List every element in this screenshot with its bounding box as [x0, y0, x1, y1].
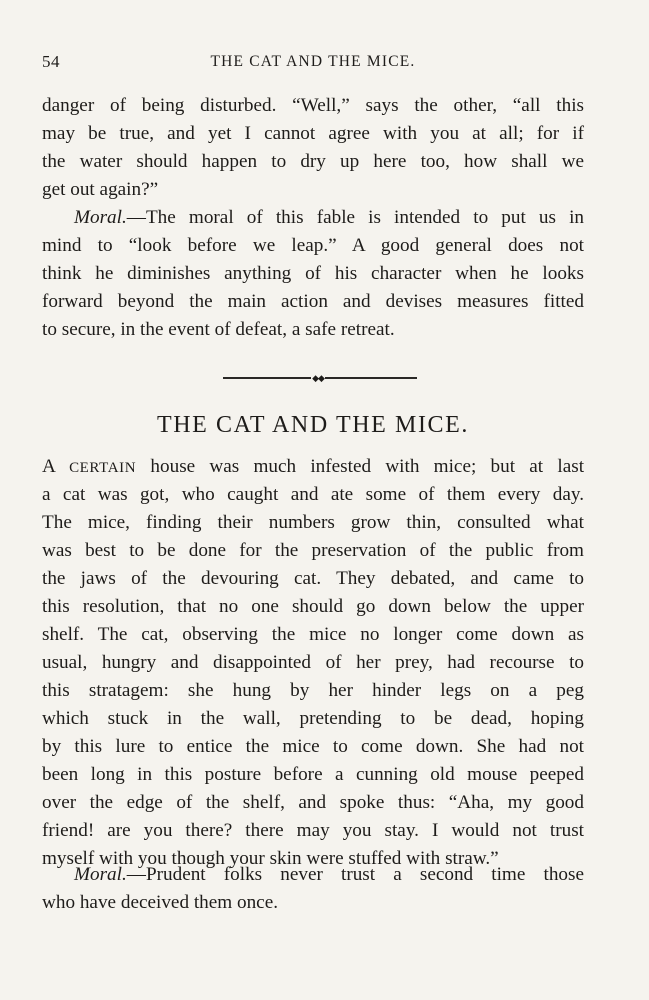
moral-label: Moral. — [74, 864, 127, 885]
text-line: over the edge of the shelf, and spoke thus: “Aha, my good — [42, 792, 584, 813]
text-line: may be true, and yet I cannot agree with you at all; for if — [42, 123, 584, 144]
text-line: think he diminishes anything of his character when he looks — [42, 263, 584, 284]
moral-first-line — [42, 204, 584, 232]
fable-body — [42, 453, 584, 873]
divider-rule-right — [325, 377, 417, 379]
text-line: myself with you though your skin were stuffed with straw.” — [42, 848, 499, 869]
text-line: friend! are you there? there may you stay. I would not trust — [42, 820, 584, 841]
diamond-ornament-icon: ◆◆ — [312, 373, 324, 383]
text-line: to secure, in the event of defeat, a safe retreat. — [42, 319, 395, 340]
moral-text: —Prudent folks never trust a second time those — [126, 864, 584, 885]
running-head — [42, 52, 584, 74]
text-line: who have deceived them once. — [42, 892, 279, 913]
text-line: mind to “look before we leap.” A good general does not — [42, 235, 584, 256]
moral-first-line — [42, 861, 584, 889]
text-line: The mice, finding their numbers grow thin, consulted what — [42, 512, 584, 533]
running-title: THE CAT AND THE MICE. — [210, 53, 416, 70]
text-line: danger of being disturbed. “Well,” says the other, “all this — [42, 95, 584, 116]
page-number: 54 — [42, 52, 60, 71]
moral-label: Moral. — [74, 207, 127, 228]
text-line: the jaws of the devouring cat. They debated, and came to — [42, 568, 584, 589]
book-page — [42, 0, 584, 1000]
text-line: usual, hungry and disappointed of her prey, had recourse to — [42, 652, 584, 673]
text-line: was best to be done for the preservation of the public from — [42, 540, 584, 561]
text-line: the water should happen to dry up here too, how shall we — [42, 151, 584, 172]
opening-initial: A — [42, 456, 55, 477]
fable-title: THE CAT AND THE MICE. — [156, 412, 470, 438]
text-line: this resolution, that no one should go down below the upper — [42, 596, 584, 617]
section-divider — [223, 371, 417, 385]
text-line: forward beyond the main action and devises measures fitted — [42, 291, 584, 312]
text-line: which stuck in the wall, pretending to be dead, hoping — [42, 708, 584, 729]
moral-text: —The moral of this fable is intended to put us in — [126, 207, 584, 228]
text-line: shelf. The cat, observing the mice no longer come down as — [42, 624, 584, 645]
text-line: by this lure to entice the mice to come down. She had not — [42, 736, 584, 757]
opening-smallcaps: CERTAIN — [69, 460, 137, 476]
text-line: this stratagem: she hung by her hinder legs on a peg — [42, 680, 584, 701]
text-line: get out again?” — [42, 179, 159, 200]
first-line-rest: house was much infested with mice; but at last — [150, 456, 585, 477]
text-line: been long in this posture before a cunning old mouse peeped — [42, 764, 584, 785]
fable-moral — [42, 861, 584, 917]
text-line-first — [42, 453, 584, 481]
previous-fable-moral — [42, 204, 584, 344]
previous-fable-ending — [42, 92, 584, 204]
divider-rule-left — [223, 377, 311, 379]
text-line: a cat was got, who caught and ate some of them every day. — [42, 484, 584, 505]
